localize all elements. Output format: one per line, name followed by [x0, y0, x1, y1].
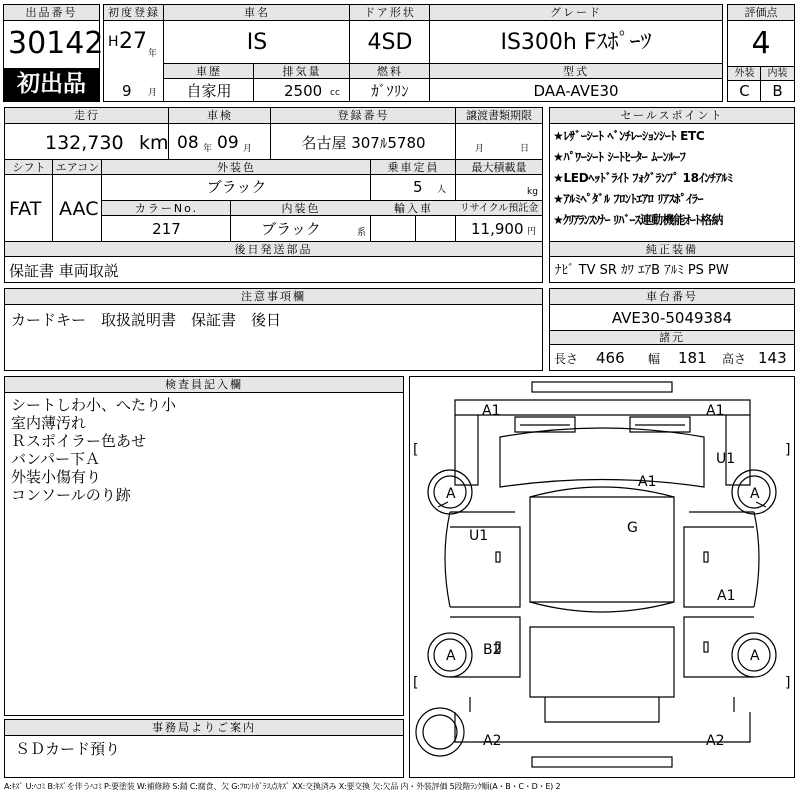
shift-value: FAT: [9, 198, 42, 220]
chassis-value: AVE30-5049384: [611, 309, 733, 327]
inspector-lines: [11, 396, 176, 504]
displacement-value: 2500: [284, 82, 323, 100]
door-value: 4SD: [367, 30, 413, 55]
sales-point-item: ★ﾊﾟﾜｰｼｰﾄ ｼｰﾄﾋｰﾀｰ ﾑｰﾝﾙｰﾌ: [553, 150, 686, 164]
sales-points-box: [549, 107, 795, 283]
chassis-label: 車台番号: [550, 289, 794, 305]
sales-point-item: ★ｸﾘｱﾗﾝｽｿﾅｰ ﾘﾊﾞｰｽ連動機能ｵｰﾄ格納: [553, 213, 723, 227]
grade-value: IS300h Fｽﾎﾟｰﾂ: [500, 30, 652, 55]
office-value: ＳＤカード預り: [15, 740, 121, 758]
first-reg-month-unit: 月: [148, 88, 158, 98]
aircon-value: AAC: [59, 198, 99, 220]
transfer-month-unit: 月: [475, 144, 485, 154]
lot-label: 出品番号: [4, 5, 99, 21]
mark-front-right-corner: A1: [706, 403, 725, 419]
mark-rear-right-corner: A2: [706, 733, 725, 749]
model-value: DAA-AVE30: [533, 82, 619, 100]
int-color-value: ブラック: [261, 220, 321, 238]
mark-roof: G: [627, 520, 638, 536]
later-parts-value: 保証書 車両取説: [9, 262, 119, 280]
bracket-right-top: ]: [785, 442, 791, 458]
color-no-label: カラーNo.: [102, 201, 231, 216]
score-value: 4: [751, 26, 771, 61]
dims-length: 466: [596, 349, 625, 367]
details-box: [4, 107, 543, 283]
mark-wheel-rl: A: [446, 648, 456, 664]
mileage-label: 走行: [5, 108, 169, 124]
first-reg-year: 27: [119, 29, 147, 54]
lot-box: [3, 4, 104, 102]
inspector-line: シートしわ小、へたり小: [11, 396, 177, 414]
sales-point-item: ★LEDﾍｯﾄﾞﾗｲﾄ ﾌｫｸﾞﾗﾝﾌﾟ 18ｲﾝﾁｱﾙﾐ: [553, 171, 733, 185]
mark-right-rear-door: A1: [717, 588, 736, 604]
car-name-label: 車名: [164, 5, 350, 21]
sales-point-item: ★ｱﾙﾐﾍﾟﾀﾞﾙ ﾌﾛﾝﾄｴｱﾛ ﾘｱｽﾎﾟｲﾗｰ: [553, 192, 704, 206]
transfer-label: 譲渡書類期限: [456, 108, 542, 124]
model-label: 型式: [430, 64, 722, 79]
score-ext: C: [739, 82, 750, 100]
bracket-left-top: [: [413, 442, 419, 458]
int-color-label: 内装色: [231, 201, 371, 216]
capacity-label: 乗車定員: [371, 160, 456, 175]
dims-label: 諸元: [550, 331, 794, 345]
score-box: [727, 4, 795, 102]
equipment-value: ﾅﾋﾞ TV SR ｶﾜ ｴｱB ｱﾙﾐ PS PW: [555, 263, 729, 278]
mark-rear-left-corner: A2: [483, 733, 502, 749]
sales-point-item: ★ﾚｻﾞｰｼｰﾄ ﾍﾞﾝﾁﾚｰｼｮﾝｼｰﾄ ETC: [553, 129, 705, 143]
mark-wheel-fr: A: [750, 486, 760, 502]
inspection-month-unit: 月: [243, 144, 253, 154]
car-diagram: [410, 377, 794, 777]
ext-color-label: 外装色: [102, 160, 371, 175]
dims-height-label: 高さ: [722, 352, 747, 366]
aircon-label: エアコン: [53, 160, 102, 175]
displacement-label: 排気量: [254, 64, 350, 79]
inspection-year: 08: [177, 133, 199, 153]
dims-width: 181: [678, 349, 707, 367]
inspector-line: バンパー下Ａ: [11, 450, 100, 468]
shift-label: シフト: [5, 160, 53, 175]
mileage-unit: km: [139, 132, 169, 154]
sales-points-list: [553, 126, 793, 231]
score-label: 評価点: [728, 5, 794, 21]
door-label: ドア形状: [350, 5, 430, 21]
later-parts-label: 後日発送部品: [5, 242, 542, 257]
notes-label: 注意事項欄: [5, 289, 542, 305]
fuel-label: 燃料: [350, 64, 430, 79]
inspection-year-unit: 年: [203, 144, 213, 154]
grade-label: グレード: [430, 5, 722, 21]
int-color-unit: 系: [357, 228, 367, 238]
capacity-value: 5: [413, 178, 423, 196]
notes-value: カードキー 取扱説明書 保証書 後日: [11, 311, 282, 329]
ext-color-value: ブラック: [206, 178, 267, 196]
first-reg-era: H: [108, 34, 119, 50]
mark-front-left-corner: A1: [482, 403, 501, 419]
car-diagram-box: [409, 376, 795, 778]
notes-box: [4, 288, 543, 371]
office-label: 事務局よりご案内: [5, 720, 403, 736]
lot-number: 30142: [8, 26, 104, 61]
dims-width-label: 幅: [648, 352, 661, 366]
displacement-unit: cc: [330, 88, 340, 98]
mark-wheel-rr: A: [750, 648, 760, 664]
plate-value: 名古屋 307ﾙ5780: [301, 134, 426, 152]
first-reg-year-unit: 年: [148, 49, 158, 59]
score-int-label: 内装: [761, 67, 794, 81]
bracket-right-bottom: ]: [785, 675, 791, 691]
inspection-month: 09: [217, 133, 239, 153]
first-reg-month: 9: [122, 82, 132, 100]
capacity-unit: 人: [437, 185, 447, 195]
equipment-label: 純正装備: [550, 242, 794, 257]
max-load-label: 最大積載量: [456, 160, 542, 175]
recycle-value: 11,900: [471, 220, 524, 238]
sales-points-label: セールスポイント: [550, 108, 794, 124]
fuel-value: ｶﾞｿﾘﾝ: [371, 82, 409, 100]
legend: A:ｷｽﾞ U:ﾍｺﾐ B:ｷｽﾞを伴うﾍｺﾐ P:要塗装 W:補修跡 S:錆 C:腐食、欠 G:ﾌﾛﾝﾄｶﾞﾗｽ点ｷｽﾞ XX:交換済み X:要交換 欠:欠品 内・外装評価 5段階ﾗﾝｸ順(A・B・C・D・E) 2: [4, 782, 561, 791]
vehicle-info-box: [103, 4, 723, 102]
dims-length-label: 長さ: [554, 352, 579, 366]
inspector-line: 外装小傷有り: [11, 468, 102, 486]
office-box: [4, 719, 404, 778]
dims-height: 143: [758, 349, 787, 367]
bracket-left-bottom: [: [413, 675, 419, 691]
recycle-unit: 円: [527, 227, 537, 237]
history-value: 自家用: [186, 82, 232, 100]
mark-left-quarter: B2: [483, 642, 502, 658]
score-ext-label: 外装: [728, 67, 761, 81]
color-no-value: 217: [152, 220, 181, 238]
first-reg-label: 初度登録: [104, 5, 164, 21]
inspector-line: コンソールのり跡: [11, 486, 131, 504]
import-label: 輸入車: [371, 201, 456, 216]
max-load-unit: kg: [527, 187, 538, 197]
inspector-label: 検査員記入欄: [5, 377, 403, 393]
transfer-day-unit: 日: [520, 144, 530, 154]
plate-label: 登録番号: [271, 108, 456, 124]
inspector-box: [4, 376, 404, 716]
score-int: B: [772, 82, 783, 100]
history-label: 車歴: [164, 64, 254, 79]
mark-left-front-door: U1: [469, 528, 489, 544]
mileage-value: 132,730: [45, 132, 124, 154]
inspection-label: 車検: [169, 108, 271, 124]
mark-wheel-fl: A: [446, 486, 456, 502]
recycle-label: リサイクル預託金: [456, 201, 542, 216]
inspector-line: 室内薄汚れ: [11, 414, 87, 432]
mark-hood: A1: [638, 474, 657, 490]
first-listing-badge: 初出品: [4, 68, 99, 101]
inspector-line: Ｒスポイラー色あせ: [11, 432, 147, 450]
car-name-value: IS: [246, 30, 268, 55]
chassis-box: [549, 288, 795, 371]
mark-front-right-fender: U1: [716, 451, 736, 467]
